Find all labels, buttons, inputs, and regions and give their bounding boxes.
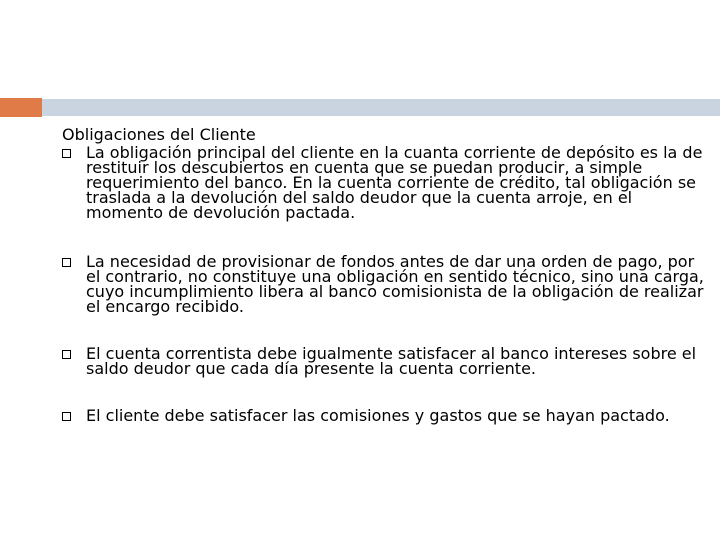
bullet-item	[62, 145, 712, 220]
bullet-list	[62, 145, 712, 423]
square-bullet-icon	[62, 350, 71, 359]
bullet-item	[62, 254, 712, 314]
square-bullet-icon	[62, 258, 71, 267]
bullet-text: La necesidad de provisionar de fondos antes de dar una orden de pago, por el contrario, no constituye una obligación en sentido técnico, sino una carga, cuyo incumplimiento libera al banco comisionista de la obligación de realizar el encargo recibido.	[86, 252, 704, 316]
slide-heading: Obligaciones del Cliente	[62, 125, 256, 144]
bullet-item	[62, 408, 712, 423]
accent-block	[0, 98, 42, 117]
square-bullet-icon	[62, 149, 71, 158]
bullet-text: El cuenta correntista debe igualmente satisfacer al banco intereses sobre el saldo deudor que cada día presente la cuenta corriente.	[86, 344, 697, 378]
accent-line	[42, 99, 720, 116]
square-bullet-icon	[62, 412, 71, 421]
slide-content	[62, 126, 712, 423]
bullet-item	[62, 346, 712, 376]
bullet-text: La obligación principal del cliente en la cuanta corriente de depósito es la de restituir los descubiertos en cuenta que se puedan producir, a simple requerimiento del banco. En la cuenta corriente de crédito, tal obligación se traslada a la devolución del saldo deudor que la cuenta arroje, en el momento de devolución pactada.	[86, 143, 703, 222]
bullet-text: El cliente debe satisfacer las comisiones y gastos que se hayan pactado.	[86, 406, 670, 425]
